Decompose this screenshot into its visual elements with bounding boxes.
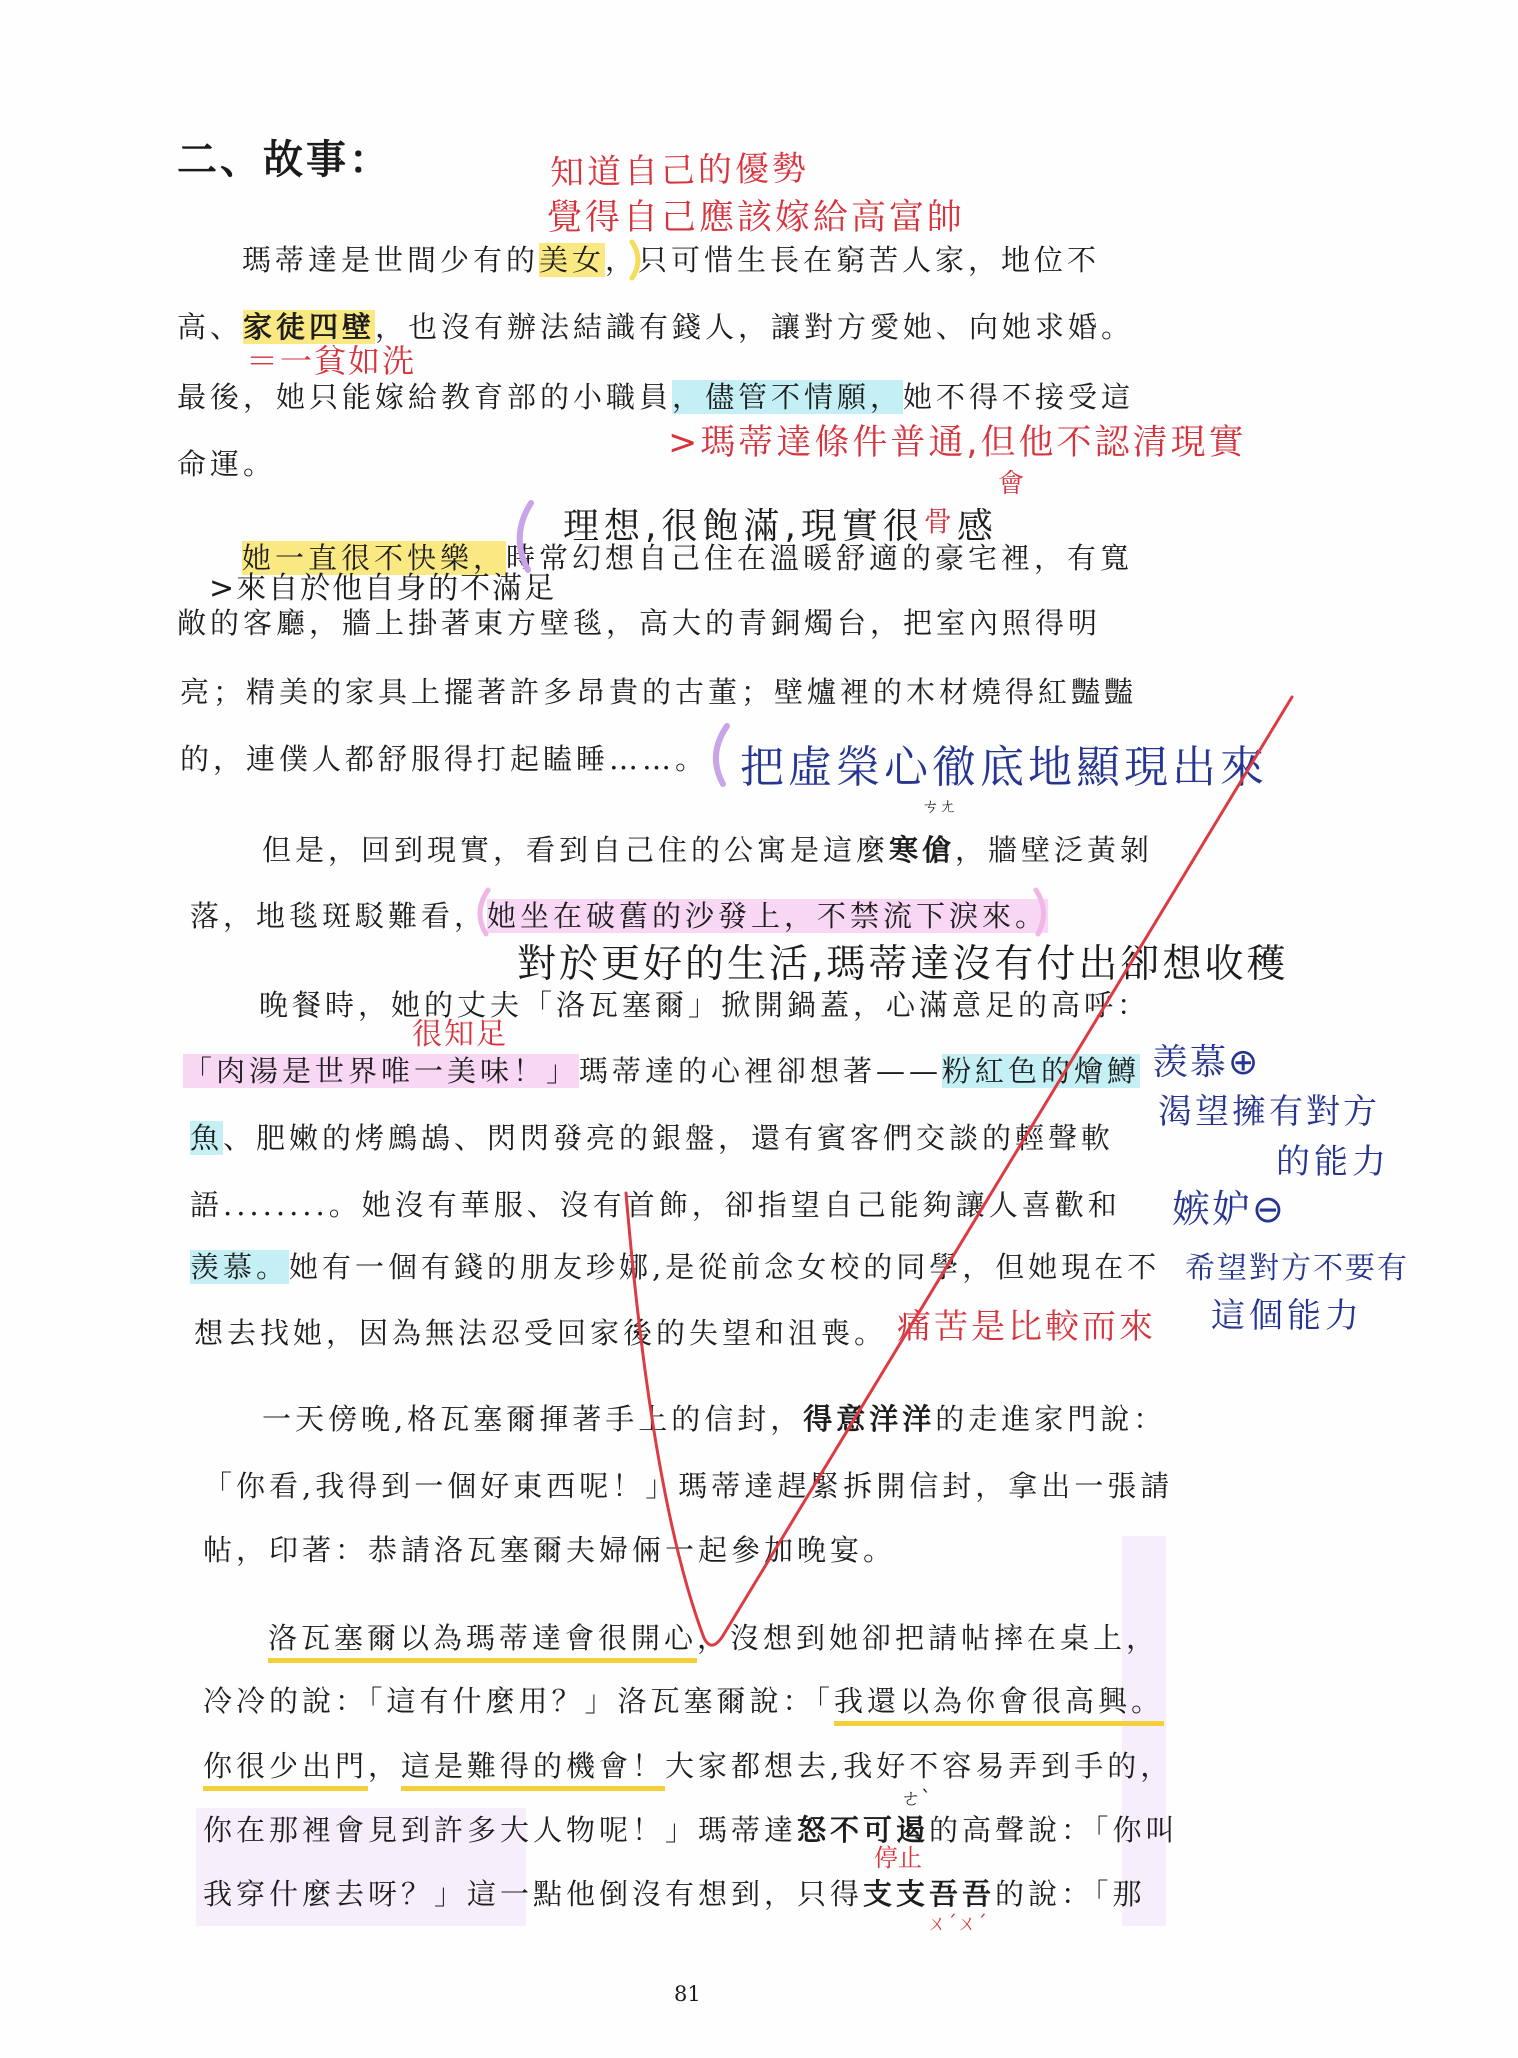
handwritten-note: 對於更好的生活,瑪蒂達沒有付出卻想收穫: [517, 942, 1289, 987]
story-line: [259, 985, 1150, 1025]
bold-term: 寒傖: [889, 833, 956, 867]
story-line: [242, 240, 1100, 280]
handwritten-note: 很知足: [412, 1017, 508, 1052]
story-text: 大家都想去,我好不容易弄到手的，: [665, 1749, 1174, 1783]
story-line: [177, 307, 1134, 347]
story-line: [190, 1118, 1114, 1158]
story-line: [203, 1681, 1164, 1721]
highlighted-text: 美女: [539, 243, 606, 277]
story-line: [177, 603, 1101, 643]
story-text: 冷冷的說：「這有什麼用？」洛瓦塞爾說：「: [203, 1684, 835, 1718]
story-text: 帖，印著：恭請洛瓦塞爾夫婦倆一起參加晚宴。: [203, 1533, 897, 1567]
story-text: ，: [368, 1749, 402, 1783]
page-number: 81: [674, 1982, 701, 2006]
lilac-bracket: [716, 726, 727, 784]
story-text: ，沒想到她卻把請帖摔在桌上，: [697, 1621, 1160, 1655]
handwritten-note: 痛苦是比較而來: [897, 1307, 1156, 1347]
phonetic-note: ㄘㄤ: [922, 797, 956, 817]
story-line: [194, 1313, 887, 1353]
story-line: [190, 1247, 1160, 1287]
story-line: [177, 377, 1134, 417]
highlighted-text: 「肉湯是世界唯一美味！」: [183, 1054, 580, 1088]
story-text: 想去找她，因為無法忍受回家後的失望和沮喪。: [194, 1316, 888, 1350]
story-text: 的高聲說：「你叫: [929, 1813, 1179, 1847]
handwritten-note: 渴望擁有對方: [1158, 1092, 1380, 1132]
story-text: ，也沒有辦法結識有錢人，讓對方愛她、向她求婚。: [375, 310, 1135, 344]
story-text: 我穿什麼去呀？」這一點他倒沒有想到，只得: [203, 1877, 864, 1911]
highlighted-text: 粉紅色的燴鱒: [942, 1054, 1141, 1088]
story-text: 高、: [177, 310, 244, 344]
story-text: 、肥嫩的烤鷓鴣、閃閃發亮的銀盤，還有賓客們交談的輕聲軟: [223, 1121, 1115, 1155]
story-line: [262, 830, 1153, 870]
story-line: [203, 1466, 1173, 1506]
story-text: 但是，回到現實，看到自己住的公寓是這麼: [262, 833, 890, 867]
underlined-text: 我還以為你會很高興。: [834, 1684, 1165, 1718]
story-line: [203, 1810, 1179, 1850]
story-line: [203, 1874, 1146, 1914]
handwritten-note: ＝一貧如洗: [246, 342, 417, 380]
story-line: [203, 1530, 896, 1570]
handwritten-note: 把虛榮心徹底地顯現出來: [740, 742, 1268, 793]
story-line: [268, 1618, 1159, 1658]
handwritten-text: 理想,很飽滿,現實很: [563, 506, 924, 547]
story-text: 瑪蒂達的心裡卻想著——: [579, 1054, 943, 1088]
section-title: 二、故事：: [177, 136, 392, 183]
story-line: [183, 1051, 1140, 1091]
handwritten-note: 知道自己的優勢: [549, 148, 810, 194]
underlined-text: 這是難得的機會！: [401, 1749, 666, 1783]
handwritten-note: 的能力: [1276, 1142, 1390, 1182]
story-text: 的，連僕人都舒服得打起瞌睡……。: [180, 742, 709, 776]
story-text: 時常幻想自己住在溫暖舒適的豪宅裡，有寬: [506, 541, 1134, 575]
story-line: [262, 1399, 1166, 1439]
story-text: 她有一個有錢的朋友珍娜,是從前念女校的同學，但她現在不: [289, 1250, 1161, 1284]
bold-term: 怒不可遏: [797, 1813, 930, 1847]
story-text: 一天傍晚,格瓦塞爾揮著手上的信封，: [262, 1402, 804, 1436]
story-text: 的走進家門說：: [935, 1402, 1167, 1436]
handwritten-term: 嫉妒⊖: [1172, 1187, 1286, 1231]
highlighted-text: 她一直很不快樂，: [242, 541, 507, 575]
highlighted-text: ，儘管不情願，: [672, 380, 904, 414]
highlighted-bold-term: 家徒四壁: [243, 310, 376, 344]
handwritten-correction: 骨: [923, 505, 957, 538]
story-text: 「你看,我得到一個好東西呢！」瑪蒂達趕緊拆開信封，拿出一張請: [203, 1469, 1174, 1503]
story-line: [177, 444, 276, 484]
story-text: 落，地毯斑駁難看，: [190, 899, 488, 933]
highlighted-text: 羡慕。: [190, 1250, 290, 1284]
phonetic-note: ㄜˋ: [901, 1786, 931, 1810]
story-line: [190, 896, 1048, 936]
story-text: ，只可惜生長在窮苦人家，地位不: [605, 243, 1101, 277]
story-text: 命運。: [177, 447, 277, 481]
story-text: 她不得不接受這: [903, 380, 1135, 414]
highlighted-text: 她坐在破舊的沙發上，不禁流下淚來。: [487, 899, 1049, 933]
handwritten-text: 感: [956, 506, 998, 547]
story-line: [180, 672, 1137, 712]
story-text: 最後，她只能嫁給教育部的小職員: [177, 380, 673, 414]
handwritten-note: 希望對方不要有: [1185, 1251, 1409, 1286]
handwritten-note: >瑪蒂達條件普通,但他不認清現實: [668, 423, 1247, 463]
handwritten-note: [563, 506, 998, 547]
story-line: [180, 739, 708, 779]
story-line: [190, 1185, 1121, 1225]
phonetic-note: ㄨˊㄨˊ: [927, 1911, 987, 1935]
lilac-tint: [1122, 1536, 1166, 1926]
story-line: [203, 1746, 1173, 1786]
bold-term: 支支吾吾: [863, 1877, 996, 1911]
story-text: 語........。她沒有華服、沒有首飾，卻指望自己能夠讓人喜歡和: [190, 1188, 1121, 1222]
story-text: 瑪蒂達是世間少有的: [242, 243, 540, 277]
handwritten-insert: 會: [998, 469, 1025, 499]
bold-term: 得意洋洋: [803, 1402, 936, 1436]
highlighted-text: 魚: [190, 1121, 224, 1155]
story-text: 的說：「那: [995, 1877, 1146, 1911]
story-text: 晚餐時，她的丈夫「洛瓦塞爾」掀開鍋蓋，心滿意足的高呼：: [259, 988, 1151, 1022]
handwritten-term: 羡慕⊕: [1152, 1042, 1261, 1083]
handwritten-gloss: 停止: [874, 1844, 922, 1872]
story-text: ，牆壁泛黃剝: [955, 833, 1154, 867]
handwritten-note: >來自於他自身的不滿足: [209, 571, 557, 606]
handwritten-note: 這個能力: [1211, 1296, 1363, 1336]
underlined-text: 你很少出門: [203, 1749, 369, 1783]
handwritten-note: 覺得自己應該嫁給高富帥: [547, 198, 966, 238]
underlined-text: 洛瓦塞爾以為瑪蒂達會很開心: [268, 1621, 698, 1655]
story-text: 敞的客廳，牆上掛著東方壁毯，高大的青銅燭台，把室內照得明: [177, 606, 1102, 640]
story-text: 亮；精美的家具上擺著許多昂貴的古董；壁爐裡的木材燒得紅豔豔: [180, 675, 1138, 709]
story-text: 你在那裡會見到許多大人物呢！」瑪蒂達: [203, 1813, 798, 1847]
